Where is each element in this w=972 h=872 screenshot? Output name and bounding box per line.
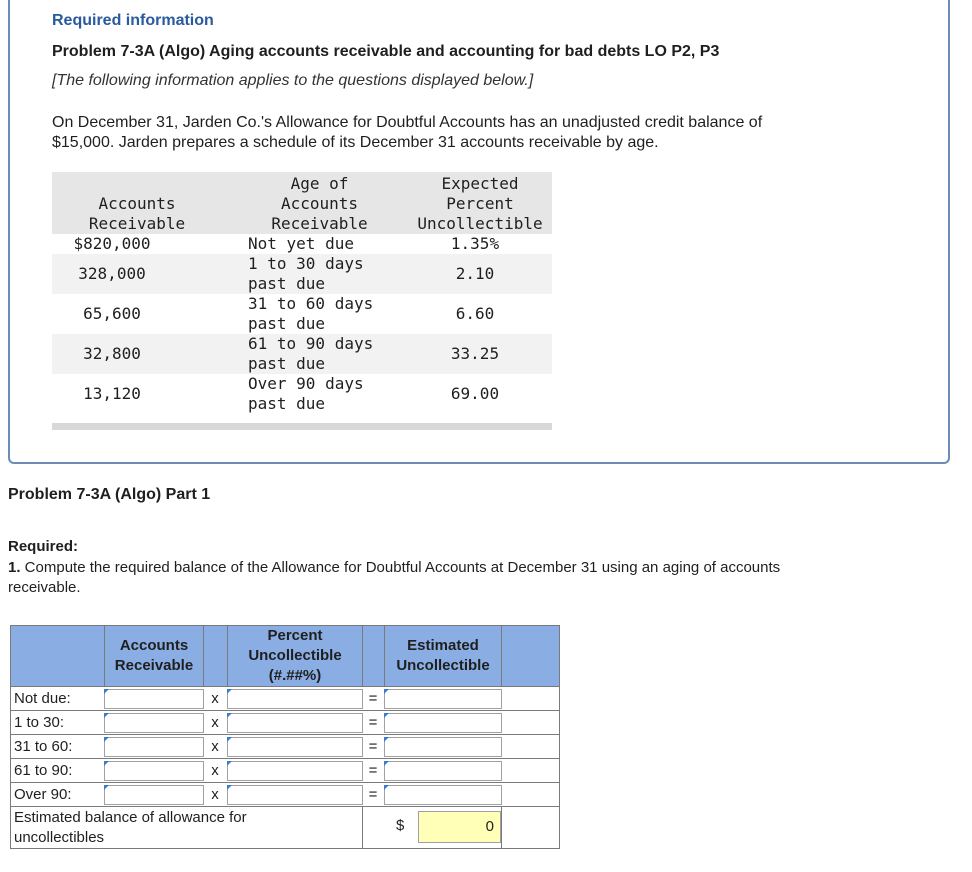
grid-line: [10, 848, 560, 849]
row-pct: 1.35%: [450, 234, 500, 253]
pct-input[interactable]: [227, 713, 363, 733]
row-age: 61 to 90 days: [248, 334, 374, 353]
equals-sign: =: [368, 690, 378, 707]
grid-header-blank: [10, 625, 105, 687]
aging-table-bottom-bar: [52, 423, 552, 430]
total-label-line1: Estimated balance of allowance for: [14, 809, 247, 826]
grid-header-op: [203, 625, 228, 687]
total-output: 0: [418, 811, 501, 843]
col-pct-header-2: Percent: [446, 194, 514, 213]
row-label: 1 to 30:: [14, 714, 65, 731]
est-input[interactable]: [384, 737, 502, 757]
ar-input[interactable]: [104, 785, 204, 805]
grid-row: [10, 711, 560, 735]
problem-title: Problem 7-3A (Algo) Aging accounts receivable and accounting for bad debts LO P2, P3: [52, 43, 720, 60]
est-input[interactable]: [384, 689, 502, 709]
required-label: Required:: [8, 538, 79, 555]
grid-row: [10, 735, 560, 759]
row-age: Not yet due: [248, 234, 354, 253]
col-age-header-2: Accounts: [280, 194, 359, 213]
required-information-heading: Required information: [52, 12, 214, 29]
grid-row: [10, 783, 560, 807]
col-pct-header-3: Uncollectible: [417, 214, 543, 233]
grid-header-ar-line1: Accounts: [119, 637, 189, 654]
row-amount: 13,120: [83, 384, 141, 403]
grid-header-est-line1: Estimated: [407, 637, 479, 654]
times-sign: x: [211, 714, 219, 731]
est-input[interactable]: [384, 713, 502, 733]
grid-header-pct-line2: Uncollectible: [248, 647, 342, 664]
est-input[interactable]: [384, 761, 502, 781]
row-amount: $820,000: [73, 234, 151, 253]
row-age-2: past due: [248, 314, 326, 333]
ar-input[interactable]: [104, 761, 204, 781]
grid-header-op2: [362, 625, 385, 687]
ar-input[interactable]: [104, 689, 204, 709]
est-input[interactable]: [384, 785, 502, 805]
grid-line: [501, 806, 502, 848]
ar-input[interactable]: [104, 713, 204, 733]
grid-header-pct-line3: (#.##%): [268, 667, 322, 684]
grid-header-pct-line1: Percent: [267, 627, 323, 644]
question-number: 1.: [8, 559, 21, 576]
total-label-line2: uncollectibles: [14, 829, 105, 846]
col-pct-header-1: Expected: [441, 174, 519, 193]
grid-row: [10, 687, 560, 711]
row-pct: 2.10: [455, 264, 495, 283]
pct-input[interactable]: [227, 761, 363, 781]
part-title: Problem 7-3A (Algo) Part 1: [8, 486, 211, 503]
row-age-2: past due: [248, 394, 326, 413]
grid-header-blank-2: [501, 625, 560, 687]
row-label: 31 to 60:: [14, 738, 73, 755]
col-age-header-1: Age of: [290, 174, 349, 193]
row-age: 31 to 60 days: [248, 294, 374, 313]
answer-grid: [10, 625, 560, 849]
intro-text: [52, 113, 872, 153]
grid-header-est-line2: Uncollectible: [396, 657, 490, 674]
row-label: Not due:: [14, 690, 71, 707]
row-label: 61 to 90:: [14, 762, 73, 779]
row-age-2: past due: [248, 354, 326, 373]
row-age: 1 to 30 days: [248, 254, 364, 273]
pct-input[interactable]: [227, 737, 363, 757]
times-sign: x: [211, 762, 219, 779]
col-accounts-header-2: Receivable: [88, 214, 186, 233]
intro-line-1: On December 31, Jarden Co.'s Allowance for Doubtful Accounts has an unadjusted credit balance of: [52, 114, 763, 131]
pct-input[interactable]: [227, 689, 363, 709]
intro-line-2: $15,000. Jarden prepares a schedule of its December 31 accounts receivable by age.: [52, 134, 659, 151]
question-text: Compute the required balance of the Allowance for Doubtful Accounts at December 31 using an aging of accounts: [20, 559, 781, 576]
currency-sign: $: [396, 817, 405, 834]
row-pct: 33.25: [450, 344, 500, 363]
grid-header-ar-line2: Receivable: [114, 657, 194, 674]
equals-sign: =: [368, 786, 378, 803]
row-amount: 328,000: [78, 264, 146, 283]
question-1: [8, 558, 948, 598]
grid-row: [10, 759, 560, 783]
row-pct: 6.60: [455, 304, 495, 323]
times-sign: x: [211, 738, 219, 755]
question-text-2: receivable.: [8, 579, 81, 596]
equals-sign: =: [368, 714, 378, 731]
bracket-note: [The following information applies to the questions displayed below.]: [52, 72, 534, 89]
times-sign: x: [211, 786, 219, 803]
row-amount: 65,600: [83, 304, 141, 323]
ar-input[interactable]: [104, 737, 204, 757]
grid-line: [362, 806, 363, 848]
equals-sign: =: [368, 738, 378, 755]
col-age-header-3: Receivable: [271, 214, 368, 233]
total-label: [14, 808, 247, 848]
col-accounts-header-1: Accounts: [98, 194, 176, 213]
aging-table: [52, 174, 552, 424]
row-age-2: past due: [248, 274, 326, 293]
row-label: Over 90:: [14, 786, 72, 803]
row-pct: 69.00: [450, 384, 500, 403]
pct-input[interactable]: [227, 785, 363, 805]
row-age: Over 90 days: [248, 374, 364, 393]
equals-sign: =: [368, 762, 378, 779]
times-sign: x: [211, 690, 219, 707]
row-amount: 32,800: [83, 344, 141, 363]
